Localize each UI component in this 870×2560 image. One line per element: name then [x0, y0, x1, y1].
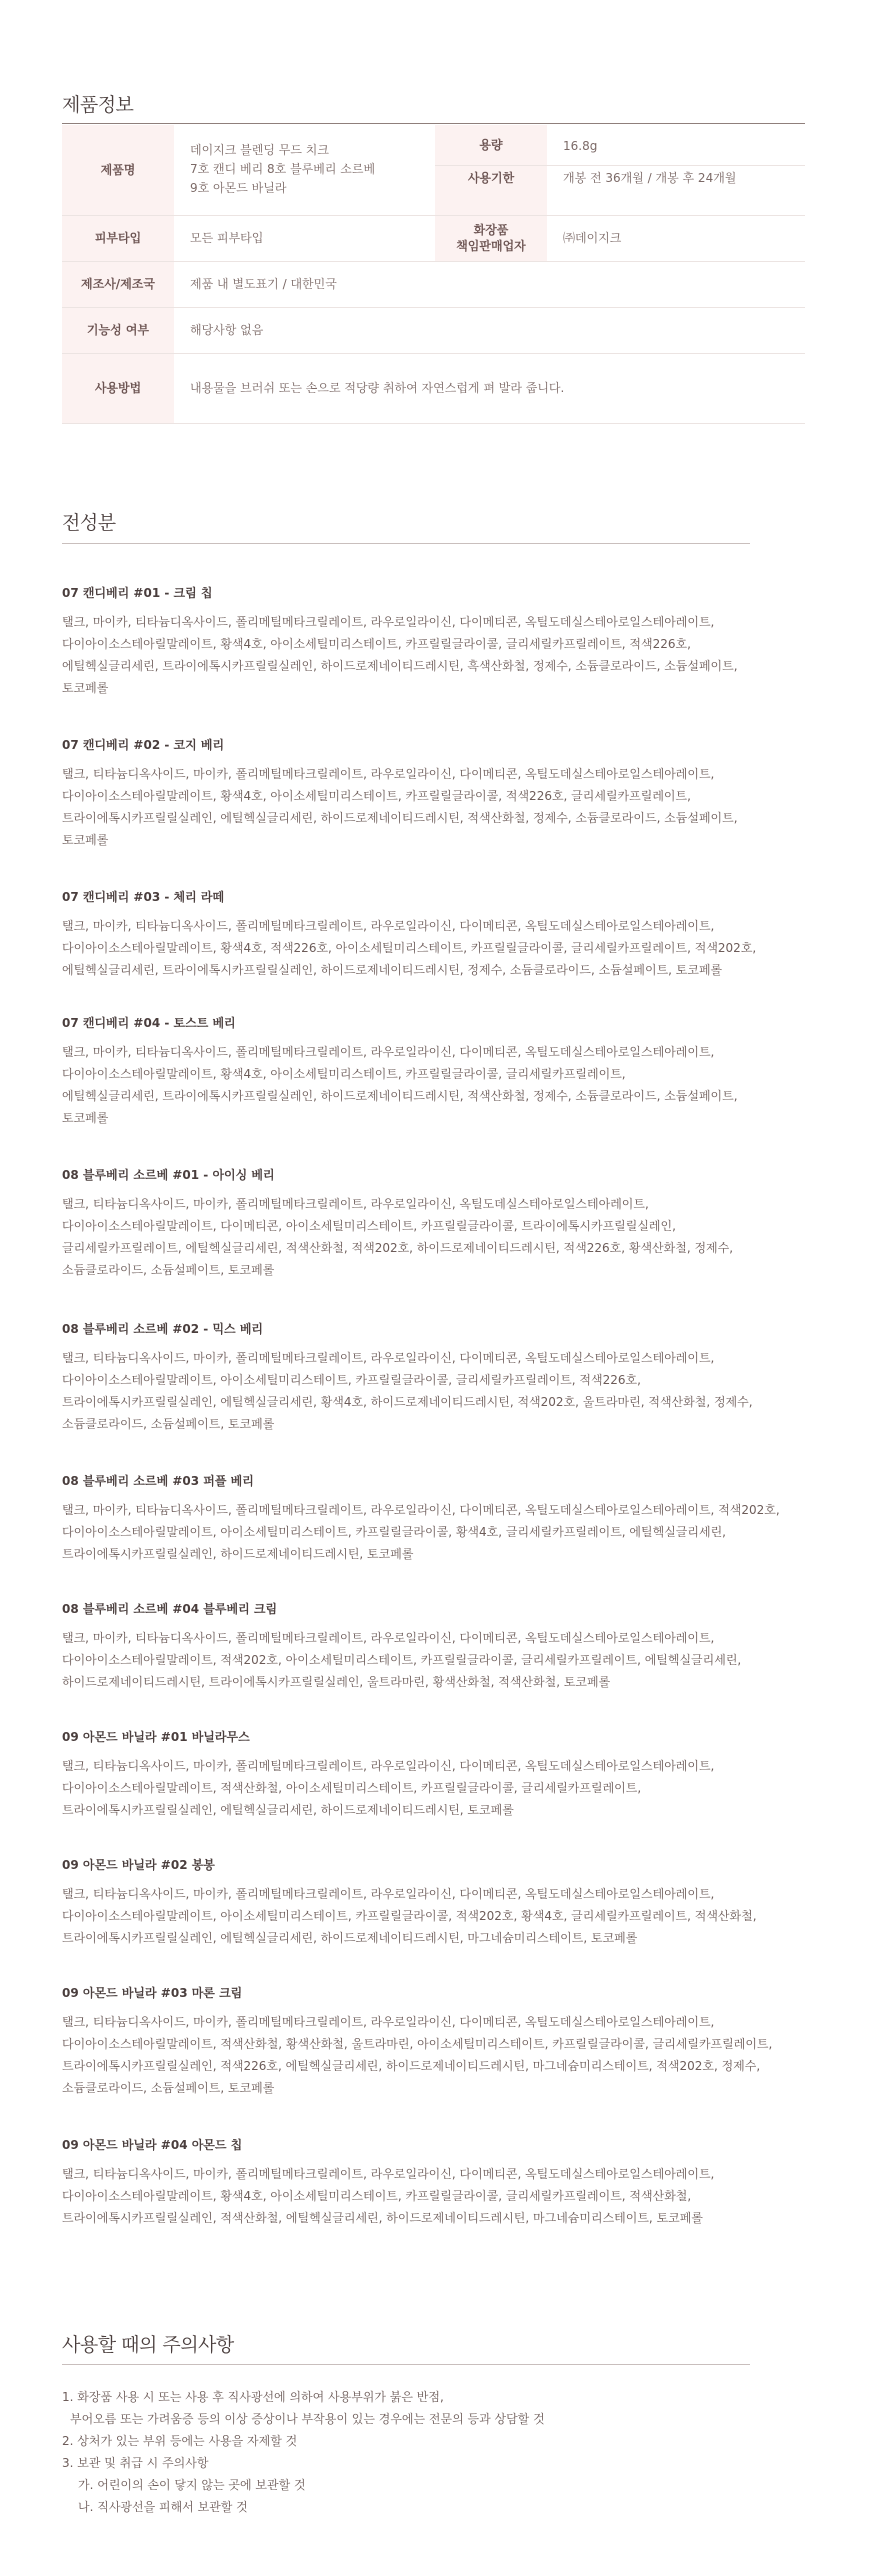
caution-line: 2. 상처가 있는 부위 등에는 사용을 자제할 것 — [62, 2434, 298, 2448]
ingredient-item — [62, 584, 822, 699]
ingredient-name: 09 아몬드 바닐라 #01 바닐라무스 — [62, 1730, 250, 1744]
maker-value: 제품 내 별도표기 / 대한민국 — [174, 261, 805, 307]
volume-value: 16.8g — [547, 125, 805, 215]
ingredient-text: 탤크, 티타늄디옥사이드, 마이카, 폴리메틸메타크릴레이트, 라우로일라이신, 다이메티콘, 옥틸도데실스테아로일스테아레이트, 다이아이소스테아릴말레이트, 황색4호, 아이소세틸미리스테이트, 카프릴릴글라이콜, 글리세릴카프릴레이트, 적색산화철, 트라이에톡시카프릴릴실레인, 적색산화철, 에틸헥실글리세린, 하이드로제네이티드레시틴, 마그네슘미리스테이트, 토코페롤 — [62, 2167, 715, 2225]
caution-line: 가. 어린이의 손이 닿지 않는 곳에 보관할 것 — [78, 2478, 306, 2492]
caution-title: 사용할 때의 주의사항 — [62, 2334, 234, 2356]
ingredient-text: 탤크, 티타늄디옥사이드, 마이카, 폴리메틸메타크릴레이트, 라우로일라이신, 다이메티콘, 옥틸도데실스테아로일스테아레이트, 다이아이소스테아릴말레이트, 적색산화철, 황색산화철, 울트라마린, 아이소세틸미리스테이트, 카프릴릴글라이콜, 글리세릴카프릴레이트, 트라이에톡시카프릴릴실레인, 적색226호, 에틸헥실글리세린, 하이드로제네이티드레시틴, 마그네슘미리스테이트, 적색202호, 정제수, 소듐클로라이드, 소듐설페이트, 토코페롤 — [62, 2015, 773, 2095]
function-label: 기능성 여부 — [62, 307, 174, 353]
ingredient-text: 탤크, 마이카, 티타늄디옥사이드, 폴리메틸메타크릴레이트, 라우로일라이신, 다이메티콘, 옥틸도데실스테아로일스테아레이트, 다이아이소스테아릴말레이트, 황색4호, 아이소세틸미리스테이트, 카프릴릴글라이콜, 글리세릴카프릴레이트, 적색226호, 에틸헥실글리세린, 트라이에톡시카프릴릴실레인, 하이드로제네이티드레시틴, 흑색산화철, 정제수, 소듐클로라이드, 소듐설페이트, 토코페롤 — [62, 615, 738, 695]
ingredient-name: 08 블루베리 소르베 #03 퍼플 베리 — [62, 1474, 254, 1488]
caution-divider — [62, 2364, 750, 2365]
info-row-function — [62, 307, 805, 353]
expiry-value: 개봉 전 36개월 / 개봉 후 24개월 — [563, 171, 737, 185]
skin-type-label: 피부타입 — [62, 215, 174, 261]
ingredient-item — [62, 1320, 822, 1435]
ingredients-title: 전성분 — [62, 512, 116, 534]
ingredient-text: 탤크, 티타늄디옥사이드, 마이카, 폴리메틸메타크릴레이트, 라우로일라이신, 다이메티콘, 옥틸도데실스테아로일스테아레이트, 다이아이소스테아릴말레이트, 아이소세틸미리스테이트, 카프릴릴글라이콜, 글리세릴카프릴레이트, 적색226호, 트라이에톡시카프릴릴실레인, 에틸헥실글리세린, 황색4호, 하이드로제네이티드레시틴, 적색202호, 울트라마린, 적색산화철, 정제수, 소듐클로라이드, 소듐설페이트, 토코페롤 — [62, 1351, 753, 1431]
ingredient-name: 08 블루베리 소르베 #04 블루베리 크림 — [62, 1602, 278, 1616]
ingredient-item — [62, 1166, 822, 1281]
info-row-skin — [62, 215, 805, 261]
name-value: 데이지크 블렌딩 무드 치크 7호 캔디 베리 8호 블루베리 소르베 9호 아몬드 바닐라 — [174, 125, 435, 215]
usage-label: 사용방법 — [62, 353, 174, 423]
info-row-maker — [62, 261, 805, 307]
ingredient-text: 탤크, 티타늄디옥사이드, 마이카, 폴리메틸메타크릴레이트, 라우로일라이신, 다이메티콘, 옥틸도데실스테아로일스테아레이트, 다이아이소스테아릴말레이트, 적색산화철, 아이소세틸미리스테이트, 카프릴릴글라이콜, 글리세릴카프릴레이트, 트라이에톡시카프릴릴실레인, 에틸헥실글리세린, 하이드로제네이티드레시틴, 토코페롤 — [62, 1759, 715, 1817]
info-row-usage — [62, 353, 805, 423]
caution-line: 부어오름 또는 가려움증 등의 이상 증상이나 부작용이 있는 경우에는 전문의 등과 상담할 것 — [70, 2412, 545, 2426]
ingredient-name: 08 블루베리 소르베 #01 - 아이싱 베리 — [62, 1168, 275, 1182]
ingredient-name: 07 캔디베리 #03 - 체리 라떼 — [62, 890, 225, 904]
ingredient-text: 탤크, 마이카, 티타늄디옥사이드, 폴리메틸메타크릴레이트, 라우로일라이신, 다이메티콘, 옥틸도데실스테아로일스테아레이트, 다이아이소스테아릴말레이트, 적색202호, 아이소세틸미리스테이트, 카프릴릴글라이콜, 글리세릴카프릴레이트, 에틸헥실글리세린, 하이드로제네이티드레시틴, 트라이에톡시카프릴릴실레인, 울트라마린, 황색산화철, 적색산화철, 토코페롤 — [62, 1631, 742, 1689]
ingredient-item — [62, 1728, 822, 1821]
ingredient-item — [62, 1856, 822, 1949]
ingredient-item — [62, 1600, 822, 1693]
ingredient-name: 07 캔디베리 #02 - 코지 베리 — [62, 738, 225, 752]
usage-value: 내용물을 브러쉬 또는 손으로 적당량 취하여 자연스럽게 펴 발라 줍니다. — [174, 353, 805, 423]
ingredient-text: 탤크, 티타늄디옥사이드, 마이카, 폴리메틸메타크릴레이트, 라우로일라이신, 옥틸도데실스테아로일스테아레이트, 다이아이소스테아릴말레이트, 다이메티콘, 아이소세틸미리스테이트, 카프릴릴글라이콜, 트라이에톡시카프릴릴실레인, 글리세릴카프릴레이트, 에틸헥실글리세린, 적색산화철, 적색202호, 하이드로제네이티드레시틴, 적색226호, 황색산화철, 정제수, 소듐클로라이드, 소듐설페이트, 토코페롤 — [62, 1197, 734, 1277]
ingredient-name: 08 블루베리 소르베 #02 - 믹스 베리 — [62, 1322, 264, 1336]
seller-value: ㈜데이지크 — [547, 215, 805, 261]
product-info-title: 제품정보 — [62, 94, 134, 116]
ingredient-name: 09 아몬드 바닐라 #04 아몬드 칩 — [62, 2138, 243, 2152]
ingredient-item — [62, 1984, 822, 2099]
volume-label: 용량 — [435, 125, 547, 215]
expiry-label: 사용기한 — [467, 171, 515, 185]
ingredient-name: 09 아몬드 바닐라 #03 마론 크림 — [62, 1986, 243, 2000]
ingredient-name: 07 캔디베리 #01 - 크림 칩 — [62, 586, 213, 600]
name-label: 제품명 — [62, 125, 174, 215]
ingredient-text: 탤크, 마이카, 티타늄디옥사이드, 폴리메틸메타크릴레이트, 라우로일라이신, 다이메티콘, 옥틸도데실스테아로일스테아레이트, 적색202호, 다이아이소스테아릴말레이트, 아이소세틸미리스테이트, 카프릴릴글라이콜, 황색4호, 글리세릴카프릴레이트, 에틸헥실글리세린, 트라이에톡시카프릴릴실레인, 하이드로제네이티드레시틴, 토코페롤 — [62, 1503, 780, 1561]
caution-line: 3. 보관 및 취급 시 주의사항 — [62, 2456, 209, 2470]
ingredient-item — [62, 736, 822, 851]
expiry-divider — [435, 165, 805, 166]
ingredient-text: 탤크, 티타늄디옥사이드, 마이카, 폴리메틸메타크릴레이트, 라우로일라이신, 다이메티콘, 옥틸도데실스테아로일스테아레이트, 다이아이소스테아릴말레이트, 아이소세틸미리스테이트, 카프릴릴글라이콜, 적색202호, 황색4호, 글리세릴카프릴레이트, 적색산화철, 트라이에톡시카프릴릴실레인, 에틸헥실글리세린, 하이드로제네이티드레시틴, 마그네슘미리스테이트, 토코페롤 — [62, 1887, 757, 1945]
product-info-divider — [62, 123, 805, 124]
skin-type-value: 모든 피부타입 — [174, 215, 435, 261]
ingredient-item — [62, 2136, 822, 2229]
ingredient-item — [62, 1014, 822, 1129]
function-value: 해당사항 없음 — [174, 307, 805, 353]
ingredient-text: 탤크, 마이카, 티타늄디옥사이드, 폴리메틸메타크릴레이트, 라우로일라이신, 다이메티콘, 옥틸도데실스테아로일스테아레이트, 다이아이소스테아릴말레이트, 황색4호, 적색226호, 아이소세틸미리스테이트, 카프릴릴글라이콜, 글리세릴카프릴레이트, 적색202호, 에틸헥실글리세린, 트라이에톡시카프릴릴실레인, 하이드로제네이티드레시틴, 정제수, 소듐클로라이드, 소듐설페이트, 토코페롤 — [62, 919, 757, 977]
ingredient-text: 탤크, 마이카, 티타늄디옥사이드, 폴리메틸메타크릴레이트, 라우로일라이신, 다이메티콘, 옥틸도데실스테아로일스테아레이트, 다이아이소스테아릴말레이트, 황색4호, 아이소세틸미리스테이트, 카프릴릴글라이콜, 글리세릴카프릴레이트, 에틸헥실글리세린, 트라이에톡시카프릴릴실레인, 하이드로제네이티드레시틴, 적색산화철, 정제수, 소듐클로라이드, 소듐설페이트, 토코페롤 — [62, 1045, 738, 1125]
ingredient-name: 09 아몬드 바닐라 #02 봉봉 — [62, 1858, 215, 1872]
seller-label: 화장품 책임판매업자 — [435, 215, 547, 261]
ingredients-divider — [62, 543, 750, 544]
caution-line: 나. 직사광선을 피해서 보관할 것 — [78, 2500, 248, 2514]
ingredient-name: 07 캔디베리 #04 - 토스트 베리 — [62, 1016, 236, 1030]
ingredient-item — [62, 888, 822, 981]
ingredient-text: 탤크, 티타늄디옥사이드, 마이카, 폴리메틸메타크릴레이트, 라우로일라이신, 다이메티콘, 옥틸도데실스테아로일스테아레이트, 다이아이소스테아릴말레이트, 황색4호, 아이소세틸미리스테이트, 카프릴릴글라이콜, 적색226호, 글리세릴카프릴레이트, 트라이에톡시카프릴릴실레인, 에틸헥실글리세린, 하이드로제네이티드레시틴, 적색산화철, 정제수, 소듐클로라이드, 소듐설페이트, 토코페롤 — [62, 767, 738, 847]
ingredient-item — [62, 1472, 822, 1565]
maker-label: 제조사/제조국 — [62, 261, 174, 307]
caution-line: 1. 화장품 사용 시 또는 사용 후 직사광선에 의하여 사용부위가 붉은 반점, — [62, 2390, 444, 2404]
caution-list — [62, 2386, 822, 2518]
